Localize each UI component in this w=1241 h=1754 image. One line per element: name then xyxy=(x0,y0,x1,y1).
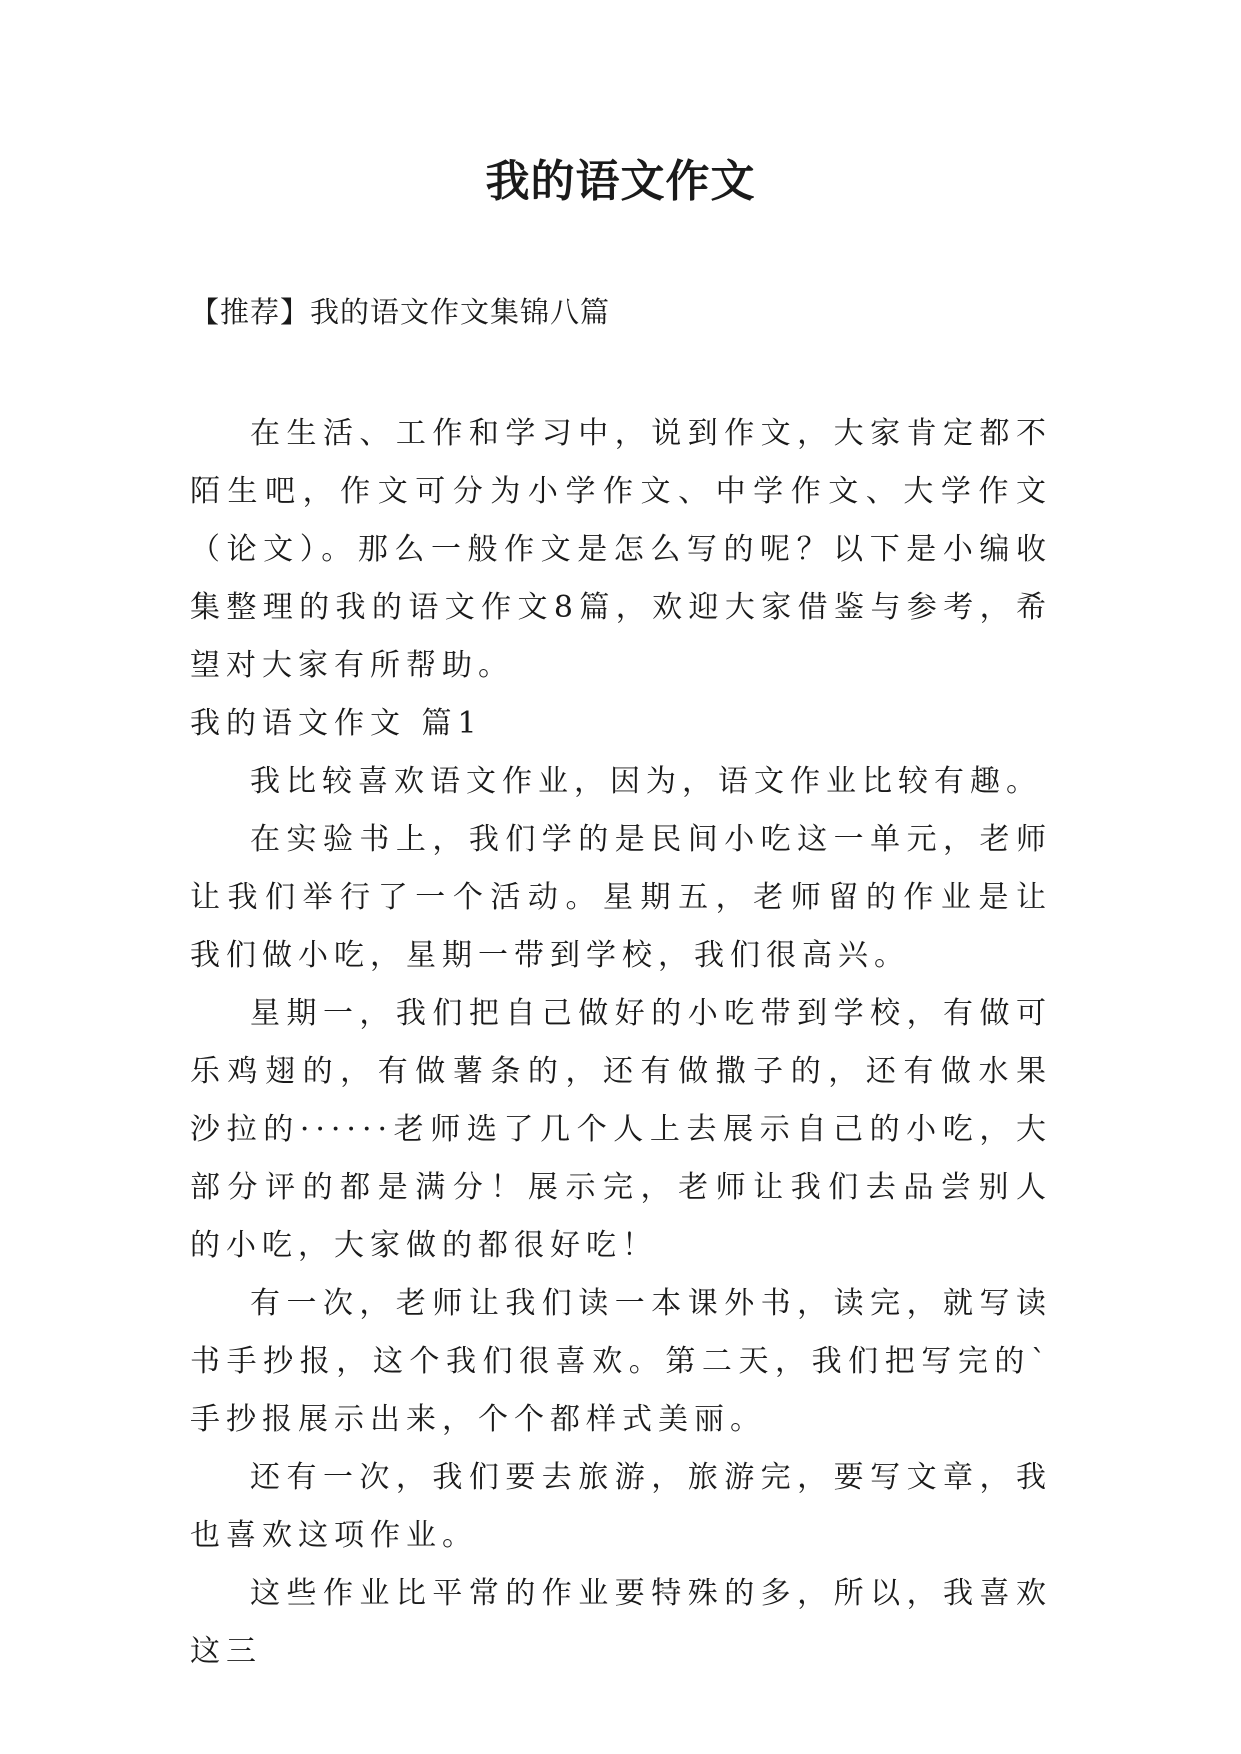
document-title: 我的语文作文 xyxy=(485,156,756,207)
paragraph: 这些作业比平常的作业要特殊的多，所以，我喜欢这三 xyxy=(190,1576,1052,1669)
document-subtitle: 【推荐】我的语文作文集锦八篇 xyxy=(190,295,611,329)
paragraph: 星期一，我们把自己做好的小吃带到学校，有做可乐鸡翅的，有做薯条的，还有做撒子的，还有做水果沙拉的······老师选了几个人上去展示自己的小吃，大部分评的都是满分！展示完，老师让我们去品尝别人的小吃，大家做的都很好吃！ xyxy=(190,996,1052,1263)
paragraph: 我比较喜欢语文作业，因为，语文作业比较有趣。 xyxy=(250,764,1042,799)
paragraph: 有一次，老师让我们读一本课外书，读完，就写读书手抄报，这个我们很喜欢。第二天，我们把写完的`手抄报展示出来，个个都样式美丽。 xyxy=(190,1286,1052,1437)
document-body xyxy=(190,405,1052,1681)
paragraph: 还有一次，我们要去旅游，旅游完，要写文章，我也喜欢这项作业。 xyxy=(190,1460,1052,1553)
paragraph-intro: 在生活、工作和学习中，说到作文，大家肯定都不陌生吧，作文可分为小学作文、中学作文、大学作文（论文）。那么一般作文是怎么写的呢？以下是小编收集整理的我的语文作文8篇，欢迎大家借鉴与参考，希望对大家有所帮助。 xyxy=(190,416,1052,683)
section-heading: 我的语文作文 篇1 xyxy=(190,706,483,741)
paragraph: 在实验书上，我们学的是民间小吃这一单元，老师让我们举行了一个活动。星期五，老师留的作业是让我们做小吃，星期一带到学校，我们很高兴。 xyxy=(190,822,1052,973)
